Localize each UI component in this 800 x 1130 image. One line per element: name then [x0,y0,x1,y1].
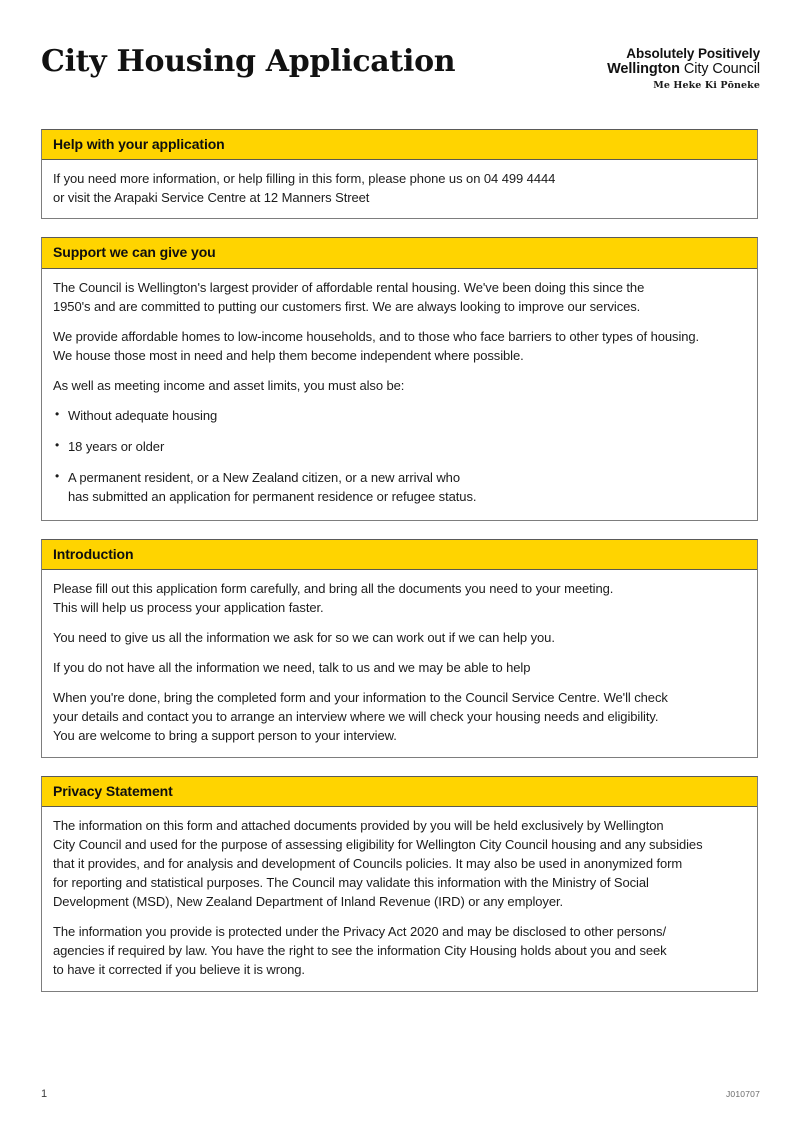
text-line: We house those most in need and help them become independent where possible. [53,347,524,363]
text-line: This will help us process your application faster. [53,599,324,615]
paragraph [53,922,746,979]
document-code: J010707 [725,1089,760,1099]
paragraph [53,169,746,207]
text-line: • Without adequate housing [68,408,218,424]
paragraph [53,816,746,912]
text-line: You are welcome to bring a support person to your interview. [53,728,397,744]
section-privacy [41,776,758,992]
wellington-city-council-logo [607,46,760,92]
text-line: You need to give us all the information we ask for so we can work out if we can help you. [53,629,555,645]
text-line: your details and contact you to arrange an interview where we will check your housing needs and eligibility. [53,709,659,725]
section-body-help [42,160,757,218]
logo-line-wellington-city-council [607,61,760,77]
bullet-list [53,406,746,506]
section-body-privacy [42,807,757,991]
text-line: to have it corrected if you believe it is wrong. [53,962,305,978]
text-line: If you need more information, or help filling in this form, please phone us on 04 499 4444 [53,171,556,187]
text-line: City Council and used for the purpose of assessing eligibility for Wellington City Council housing and any subsidies [53,836,703,852]
text-line: or visit the Arapaki Service Centre at 12 Manners Street [53,190,370,206]
text-line: 1950's and are committed to putting our customers first. We are always looking to improve our services. [53,298,641,314]
paragraph [53,688,746,745]
logo-words-city-council: City Council [679,61,760,78]
text-line: The information on this form and attached documents provided by you will be held exclusively by Wellington [53,817,664,833]
sections-container [41,129,758,1010]
page-title: City Housing Application [41,44,456,79]
logo-line-absolutely-positively: Absolutely Positively [626,46,760,61]
section-heading-support: Support we can give you [42,238,757,268]
paragraph [53,658,746,677]
section-heading-introduction: Introduction [42,540,757,570]
text-line: that it provides, and for analysis and development of Councils policies. It may also be used in anonymized form [53,855,683,871]
text-line: agencies if required by law. You have the right to see the information City Housing holds about you and seek [53,943,667,959]
text-line: • A permanent resident, or a New Zealand citizen, or a new arrival who [68,470,460,486]
paragraph [53,579,746,617]
paragraph [53,327,746,365]
text-line: • 18 years or older [68,439,165,455]
text-line: If you do not have all the information we need, talk to us and we may be able to help [53,660,531,676]
logo-tagline-maori: Me Heke Ki Pōneke [653,80,760,92]
page-footer [41,1088,760,1102]
page-header [41,38,760,104]
section-help [41,129,758,219]
section-heading-help: Help with your application [42,130,757,160]
text-line: We provide affordable homes to low-income households, and to those who face barriers to other types of housing. [53,328,700,344]
text-line: Please fill out this application form carefully, and bring all the documents you need to your meeting. [53,580,614,596]
text-line: Development (MSD), New Zealand Department of Inland Revenue (IRD) or any employer. [53,894,564,910]
section-support [41,237,758,520]
list-item [53,406,746,425]
text-line: for reporting and statistical purposes. The Council may validate this information with the Ministry of Social [53,875,649,891]
section-body-introduction [42,570,757,757]
list-item [53,468,746,506]
text-line: When you're done, bring the completed form and your information to the Council Service Centre. We'll check [53,690,668,706]
section-introduction [41,539,758,758]
section-body-support [42,269,757,520]
page-number: 1 [41,1088,48,1100]
text-line: The information you provide is protected under the Privacy Act 2020 and may be disclosed to other persons/ [53,924,666,940]
text-line: The Council is Wellington's largest provider of affordable rental housing. We've been doing this since the [53,279,645,295]
list-item [53,437,746,456]
logo-word-wellington: Wellington [607,61,680,78]
text-line: As well as meeting income and asset limits, you must also be: [53,378,405,394]
paragraph [53,376,746,395]
text-line: has submitted an application for permanent residence or refugee status. [68,489,477,505]
paragraph [53,278,746,316]
paragraph [53,628,746,647]
section-heading-privacy: Privacy Statement [42,777,757,807]
